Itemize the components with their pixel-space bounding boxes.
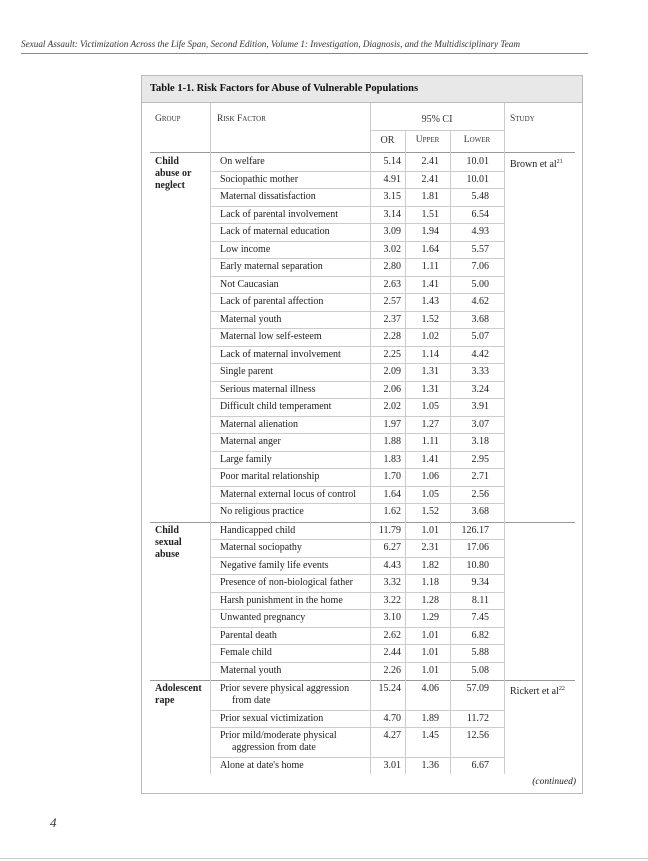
ci-upper: 1.27 — [421, 418, 439, 430]
odds-ratio: 4.70 — [383, 712, 401, 724]
ci-upper: 1.81 — [421, 191, 439, 202]
risk-factor: Prior mild/moderate physical — [220, 730, 337, 741]
risk-factor: Prior severe physical aggression — [220, 683, 350, 694]
risk-factor: Difficult child temperament — [220, 401, 332, 412]
ci-lower: 6.67 — [471, 759, 489, 771]
odds-ratio: 5.14 — [383, 156, 401, 167]
risk-factor: Lack of maternal involvement — [220, 348, 341, 360]
odds-ratio: 15.24 — [378, 683, 401, 694]
ci-upper: 2.41 — [421, 173, 439, 185]
column-divider — [210, 103, 211, 774]
risk-factor: Unwanted pregnancy — [220, 612, 306, 623]
odds-ratio: 3.32 — [383, 577, 401, 588]
row-divider — [210, 592, 504, 593]
ci-upper: 1.36 — [421, 759, 439, 771]
row-divider — [210, 574, 504, 575]
study-reference: 21 — [556, 159, 563, 165]
ci-upper: 1.06 — [421, 471, 439, 482]
ci-lower: 6.54 — [471, 208, 489, 220]
ci-upper: 1.05 — [421, 401, 439, 412]
group-divider — [150, 522, 575, 523]
risk-factor: Serious maternal illness — [220, 383, 316, 395]
risk-factor: Negative family life events — [220, 559, 329, 571]
odds-ratio: 4.91 — [383, 173, 401, 185]
group-label: abuse — [155, 548, 180, 560]
study-name: Rickert et al — [510, 686, 559, 697]
risk-factor: Single parent — [220, 366, 274, 377]
odds-ratio: 3.01 — [383, 759, 401, 771]
risk-factor: Sociopathic mother — [220, 173, 299, 185]
row-divider — [210, 710, 504, 711]
group-label: neglect — [155, 180, 185, 191]
ci-upper: 1.11 — [421, 436, 439, 447]
risk-factor: Maternal sociopathy — [220, 542, 302, 553]
row-divider — [210, 206, 504, 207]
study-citation — [510, 683, 565, 698]
ci-lower: 17.06 — [466, 542, 489, 553]
odds-ratio: 2.80 — [383, 261, 401, 272]
risk-factor: Maternal low self-esteem — [220, 331, 322, 342]
risk-factor: Harsh punishment in the home — [220, 594, 343, 606]
ci-lower: 10.01 — [466, 173, 489, 185]
ci-upper: 1.94 — [421, 226, 439, 237]
header-study: Study — [510, 114, 535, 124]
risk-factor: from date — [232, 695, 271, 706]
ci-upper: 1.05 — [421, 488, 439, 500]
ci-lower: 57.09 — [466, 683, 489, 694]
odds-ratio: 4.27 — [383, 730, 401, 741]
table-box — [141, 75, 583, 794]
ci-upper: 1.45 — [421, 730, 439, 741]
row-divider — [210, 627, 504, 628]
header-risk-factor: Risk Factor — [217, 114, 266, 124]
ci-lower: 11.72 — [466, 712, 489, 724]
odds-ratio: 1.97 — [383, 418, 401, 430]
group-label: Child — [155, 156, 179, 167]
ci-lower: 2.56 — [471, 488, 489, 500]
row-divider — [210, 727, 504, 728]
ci-lower: 6.82 — [471, 629, 489, 641]
odds-ratio: 1.62 — [383, 506, 401, 517]
row-divider — [210, 363, 504, 364]
row-divider — [210, 346, 504, 347]
ci-lower: 5.08 — [471, 664, 489, 676]
odds-ratio: 2.09 — [383, 366, 401, 377]
page-number: 4 — [50, 815, 57, 830]
ci-lower: 3.24 — [471, 383, 489, 395]
risk-factor: Lack of maternal education — [220, 226, 330, 237]
row-divider — [210, 433, 504, 434]
ci-lower: 5.88 — [471, 647, 489, 658]
study-name: Brown et al — [510, 159, 557, 170]
column-divider — [450, 130, 451, 774]
ci-lower: 7.45 — [471, 612, 489, 623]
row-divider — [210, 188, 504, 189]
risk-factor: Lack of parental involvement — [220, 208, 339, 220]
odds-ratio: 4.43 — [383, 559, 401, 571]
odds-ratio: 2.02 — [383, 401, 401, 412]
row-divider — [210, 539, 504, 540]
row-divider — [210, 276, 504, 277]
ci-lower: 5.57 — [471, 243, 489, 255]
ci-lower: 3.91 — [471, 401, 489, 412]
group-label: abuse or — [155, 168, 192, 179]
risk-factor: No religious practice — [220, 506, 304, 517]
ci-lower: 126.17 — [461, 524, 489, 536]
running-head: Sexual Assault: Victimization Across the Life Span, Second Edition, Volume 1: Investigation, Diagnosis, and the Multidisciplinary Team — [21, 39, 520, 49]
ci-upper: 4.06 — [421, 683, 439, 694]
group-label: rape — [155, 695, 175, 706]
continued-note: (continued) — [532, 777, 576, 787]
ci-upper: 1.11 — [421, 261, 439, 272]
risk-factor: Maternal anger — [220, 436, 281, 447]
header-95-ci: 95% CI — [421, 114, 453, 125]
ci-upper: 1.01 — [421, 629, 439, 641]
ci-upper: 1.18 — [421, 577, 439, 588]
header-lower: Lower — [463, 135, 491, 145]
risk-factor: Female child — [220, 647, 272, 658]
group-divider — [150, 680, 575, 681]
risk-factor: Maternal external locus of control — [220, 488, 357, 500]
risk-factor: Low income — [220, 243, 271, 255]
row-divider — [210, 609, 504, 610]
ci-lower: 10.01 — [466, 156, 489, 167]
table-title-bar — [142, 76, 582, 103]
ci-upper: 1.82 — [421, 559, 439, 571]
header-upper: Upper — [415, 135, 440, 145]
ci-upper: 1.01 — [421, 664, 439, 676]
risk-factor: Not Caucasian — [220, 278, 279, 290]
header-rule — [21, 53, 588, 54]
ci-lower: 10.80 — [466, 559, 489, 571]
risk-factor: Handicapped child — [220, 524, 296, 536]
ci-lower: 4.62 — [471, 296, 489, 307]
odds-ratio: 1.70 — [383, 471, 401, 482]
header-or: OR — [380, 135, 395, 146]
ci-lower: 3.07 — [471, 418, 489, 430]
odds-ratio: 2.63 — [383, 278, 401, 290]
ci-lower: 8.11 — [471, 594, 489, 606]
ci-upper: 1.52 — [421, 506, 439, 517]
page-bottom-rule — [0, 858, 648, 859]
ci-lower: 2.71 — [471, 471, 489, 482]
odds-ratio: 1.88 — [383, 436, 401, 447]
ci-upper: 1.52 — [421, 313, 439, 325]
odds-ratio: 1.83 — [383, 453, 401, 465]
ci-upper: 1.64 — [421, 243, 439, 255]
group-label: Adolescent — [155, 683, 202, 694]
ci-upper: 1.02 — [421, 331, 439, 342]
row-divider — [210, 557, 504, 558]
ci-lower: 4.93 — [471, 226, 489, 237]
row-divider — [210, 451, 504, 452]
odds-ratio: 6.27 — [383, 542, 401, 553]
ci-lower: 12.56 — [466, 730, 489, 741]
risk-factor: Large family — [220, 453, 272, 465]
odds-ratio: 2.28 — [383, 331, 401, 342]
ci-lower: 2.95 — [471, 453, 489, 465]
risk-factor: Early maternal separation — [220, 261, 323, 272]
ci-upper: 1.14 — [421, 348, 439, 360]
odds-ratio: 3.02 — [383, 243, 401, 255]
row-divider — [210, 468, 504, 469]
odds-ratio: 2.25 — [383, 348, 401, 360]
ci-upper: 1.41 — [421, 453, 439, 465]
ci-upper: 1.28 — [421, 594, 439, 606]
risk-factor: Maternal dissatisfaction — [220, 191, 316, 202]
ci-lower: 5.00 — [471, 278, 489, 290]
row-divider — [210, 503, 504, 504]
ci-upper: 1.01 — [421, 647, 439, 658]
ci-upper: 2.31 — [421, 542, 439, 553]
ci-upper: 1.43 — [421, 296, 439, 307]
ci-upper: 1.51 — [421, 208, 439, 220]
group-label: sexual — [155, 536, 182, 548]
row-divider — [210, 241, 504, 242]
odds-ratio: 2.57 — [383, 296, 401, 307]
ci-upper: 1.41 — [421, 278, 439, 290]
row-divider — [210, 171, 504, 172]
column-divider — [405, 130, 406, 774]
odds-ratio: 11.79 — [378, 524, 401, 536]
ci-header-rule — [370, 130, 504, 131]
risk-factor: Presence of non-biological father — [220, 577, 354, 588]
risk-factor: Poor marital relationship — [220, 471, 320, 482]
odds-ratio: 3.14 — [383, 208, 401, 220]
row-divider — [210, 258, 504, 259]
table-title: Table 1-1. Risk Factors for Abuse of Vulnerable Populations — [150, 83, 419, 94]
risk-factor: Maternal youth — [220, 313, 282, 325]
column-divider — [504, 103, 505, 774]
ci-lower: 3.33 — [471, 366, 489, 377]
odds-ratio: 1.64 — [383, 488, 401, 500]
ci-upper: 1.29 — [421, 612, 439, 623]
header-bottom-rule — [150, 152, 575, 153]
row-divider — [210, 486, 504, 487]
odds-ratio: 2.37 — [383, 313, 401, 325]
row-divider — [210, 311, 504, 312]
row-divider — [210, 328, 504, 329]
odds-ratio: 3.09 — [383, 226, 401, 237]
odds-ratio: 3.15 — [383, 191, 401, 202]
ci-upper: 2.41 — [421, 156, 439, 167]
ci-lower: 9.34 — [471, 577, 489, 588]
ci-lower: 5.07 — [471, 331, 489, 342]
risk-factor: Maternal alienation — [220, 418, 299, 430]
ci-lower: 4.42 — [471, 348, 489, 360]
study-citation — [510, 156, 563, 171]
ci-lower: 3.68 — [471, 506, 489, 517]
ci-lower: 5.48 — [471, 191, 489, 202]
odds-ratio: 3.10 — [383, 612, 401, 623]
odds-ratio: 2.26 — [383, 664, 401, 676]
risk-factor: Lack of parental affection — [220, 296, 324, 307]
ci-upper: 1.89 — [421, 712, 439, 724]
risk-factor: Parental death — [220, 629, 277, 641]
ci-lower: 7.06 — [471, 261, 489, 272]
ci-upper: 1.01 — [421, 524, 439, 536]
ci-lower: 3.18 — [471, 436, 489, 447]
header-group: Group — [155, 114, 181, 124]
row-divider — [210, 398, 504, 399]
ci-upper: 1.31 — [421, 366, 439, 377]
column-divider — [370, 103, 371, 774]
risk-factor: Prior sexual victimization — [220, 712, 324, 724]
risk-factor: On welfare — [220, 156, 265, 167]
row-divider — [210, 416, 504, 417]
group-label: Child — [155, 524, 179, 536]
odds-ratio: 2.62 — [383, 629, 401, 641]
risk-factor: Maternal youth — [220, 664, 282, 676]
risk-factor: Alone at date's home — [220, 759, 304, 771]
ci-upper: 1.31 — [421, 383, 439, 395]
odds-ratio: 2.06 — [383, 383, 401, 395]
risk-factor: aggression from date — [232, 742, 316, 753]
odds-ratio: 3.22 — [383, 594, 401, 606]
row-divider — [210, 381, 504, 382]
odds-ratio: 2.44 — [383, 647, 401, 658]
row-divider — [210, 757, 504, 758]
study-reference: 22 — [558, 686, 565, 692]
ci-lower: 3.68 — [471, 313, 489, 325]
row-divider — [210, 662, 504, 663]
row-divider — [210, 223, 504, 224]
row-divider — [210, 644, 504, 645]
row-divider — [210, 293, 504, 294]
